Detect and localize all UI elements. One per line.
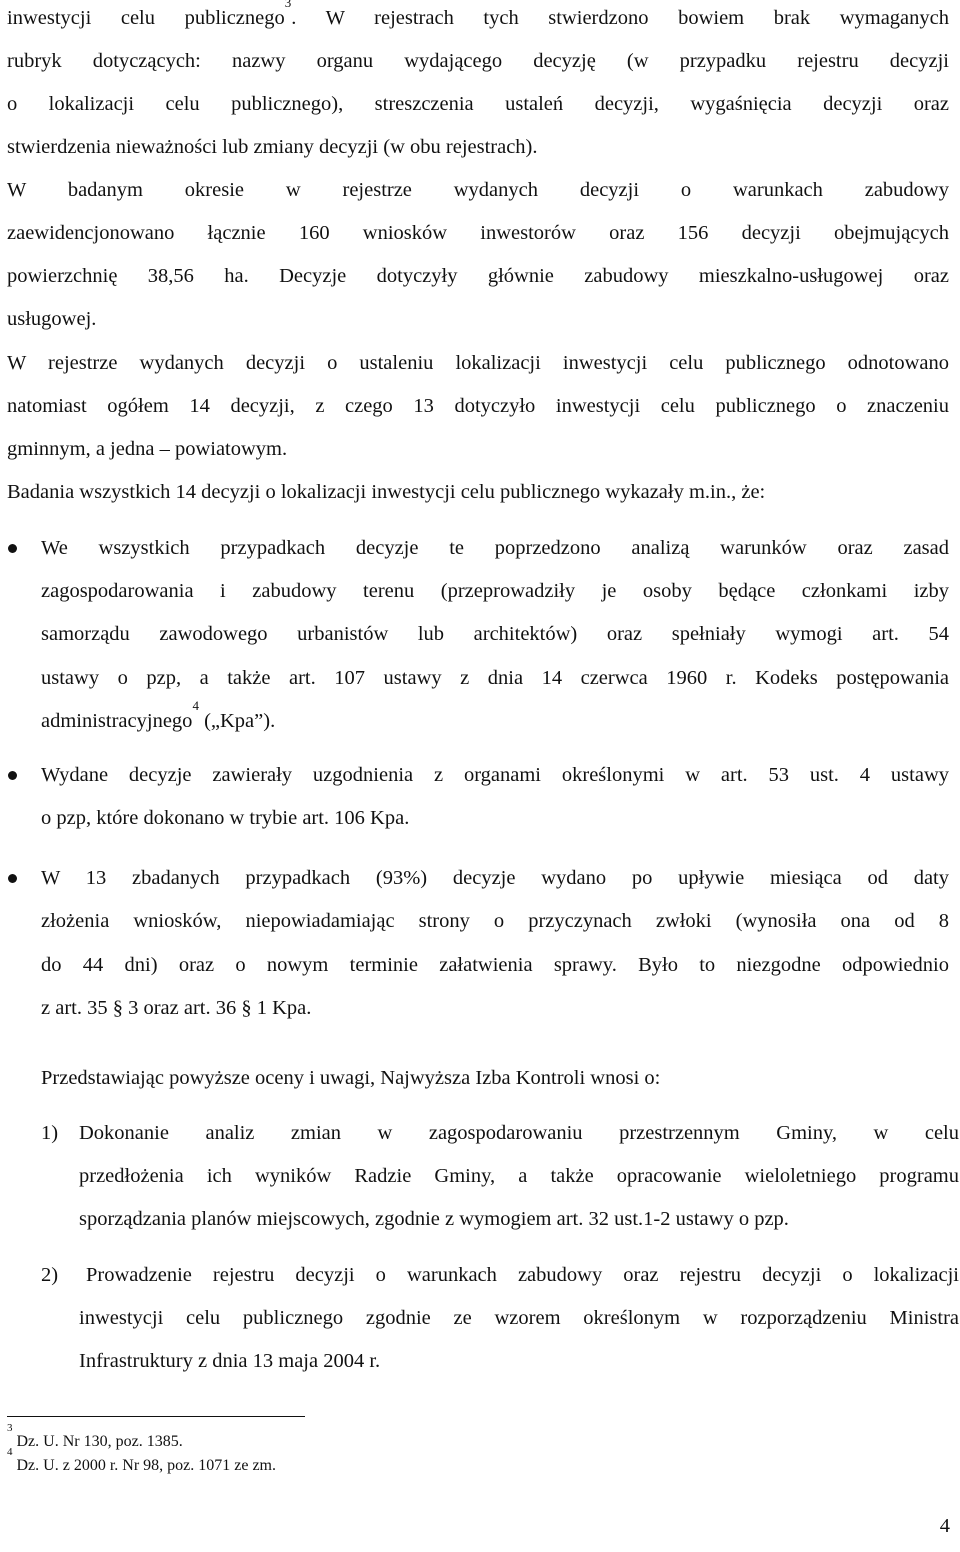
bullet-3-line-4: z art. 35 § 3 oraz art. 36 § 1 Kpa. <box>41 997 312 1019</box>
text: administracyjnego <box>41 710 193 732</box>
bullet-1-line-2: zagospodarowania i zabudowy terenu (przeprowadziły je osoby będące członkami izby <box>41 580 949 602</box>
footnote-ref-4: 4 <box>192 698 199 713</box>
bullet-3-line-2: złożenia wniosków, niepowiadamiając strony o przyczynach zwłoki (wynosiła ona od 8 <box>41 910 949 932</box>
wniosek-2-line-3: Infrastruktury z dnia 13 maja 2004 r. <box>79 1350 381 1372</box>
item-number: 2) <box>41 1264 59 1286</box>
para-wz-line-1: W badanym okresie w rejestrze wydanych decyzji o warunkach zabudowy <box>7 179 949 201</box>
footnote-3 <box>7 1422 183 1452</box>
para-wz-line-3: powierzchnię 38,56 ha. Decyzje dotyczyły głównie zabudowy mieszkalno-usługowej oraz <box>7 265 949 287</box>
bullet-icon <box>8 874 17 883</box>
bullet-1-line-5 <box>41 698 949 734</box>
bullet-1-line-1: We wszystkich przypadkach decyzje te poprzedzono analizą warunków oraz zasad <box>41 537 949 559</box>
para-badania-line-1: Badania wszystkich 14 decyzji o lokalizacji inwestycji celu publicznego wykazały m.in., że: <box>7 481 766 503</box>
bullet-2-line-2: o pzp, które dokonano w trybie art. 106 Kpa. <box>41 807 410 829</box>
para-top-line-3: o lokalizacji celu publicznego), streszczenia ustaleń decyzji, wygaśnięcia decyzji oraz <box>7 93 949 115</box>
page-number: 4 <box>939 1515 950 1537</box>
bullet-2-line-1: Wydane decyzje zawierały uzgodnienia z organami określonymi w art. 53 ust. 4 ustawy <box>41 764 949 786</box>
footnote-number: 4 <box>7 1446 13 1458</box>
bullet-icon <box>8 544 17 553</box>
bullet-1-line-3: samorządu zawodowego urbanistów lub architektów) oraz spełniały wymogi art. 54 <box>41 623 949 645</box>
text: inwestycji celu publicznego <box>7 7 285 29</box>
bullet-3-line-3: do 44 dni) oraz o nowym terminie załatwienia sprawy. Było to niezgodne odpowiednio <box>41 954 949 976</box>
footnote-text: Dz. U. Nr 130, poz. 1385. <box>12 1433 183 1450</box>
wniosek-1-line-1: Dokonanie analiz zmian w zagospodarowaniu przestrzennym Gminy, w celu <box>79 1122 959 1144</box>
wniosek-1-line-3: sporządzania planów miejscowych, zgodnie z wymogiem art. 32 ust.1-2 ustawy o pzp. <box>79 1208 789 1230</box>
para-lcp-line-3: gminnym, a jedna – powiatowym. <box>7 438 288 460</box>
wniosek-1-line-2: przedłożenia ich wyników Radzie Gminy, a także opracowanie wieloletniego programu <box>79 1165 959 1187</box>
wniosek-2-line-2: inwestycji celu publicznego zgodnie ze wzorem określonym w rozporządzeniu Ministra <box>79 1307 959 1329</box>
text: . W rejestrach tych stwierdzono bowiem brak wymaganych <box>291 7 949 29</box>
para-top-line-1 <box>7 0 949 31</box>
footnote-4 <box>7 1446 276 1476</box>
item-number: 1) <box>41 1122 59 1144</box>
footnote-number: 3 <box>7 1422 13 1434</box>
footnote-separator <box>7 1416 305 1417</box>
wniosek-2-line-1: Prowadzenie rejestru decyzji o warunkach zabudowy oraz rejestru decyzji o lokalizacji <box>86 1264 959 1286</box>
para-lcp-line-2: natomiast ogółem 14 decyzji, z czego 13 dotyczyło inwestycji celu publicznego o znaczeniu <box>7 395 949 417</box>
wnioski-intro: Przedstawiając powyższe oceny i uwagi, Najwyższa Izba Kontroli wnosi o: <box>41 1067 661 1089</box>
footnote-ref-3: 3 <box>284 0 292 10</box>
bullet-1-line-4: ustawy o pzp, a także art. 107 ustawy z dnia 14 czerwca 1960 r. Kodeks postępowania <box>41 667 949 689</box>
para-lcp-line-1: W rejestrze wydanych decyzji o ustaleniu lokalizacji inwestycji celu publicznego odnotowano <box>7 352 949 374</box>
para-top-line-4: stwierdzenia nieważności lub zmiany decyzji (w obu rejestrach). <box>7 136 538 158</box>
bullet-icon <box>8 771 17 780</box>
para-top-line-2: rubryk dotyczących: nazwy organu wydającego decyzję (w przypadku rejestru decyzji <box>7 50 949 72</box>
para-wz-line-4: usługowej. <box>7 308 97 330</box>
footnote-text: Dz. U. z 2000 r. Nr 98, poz. 1071 ze zm. <box>12 1457 276 1474</box>
text: („Kpa”). <box>198 710 276 732</box>
para-wz-line-2: zaewidencjonowano łącznie 160 wniosków inwestorów oraz 156 decyzji obejmujących <box>7 222 949 244</box>
bullet-3-line-1: W 13 zbadanych przypadkach (93%) decyzje wydano po upływie miesiąca od daty <box>41 867 949 889</box>
